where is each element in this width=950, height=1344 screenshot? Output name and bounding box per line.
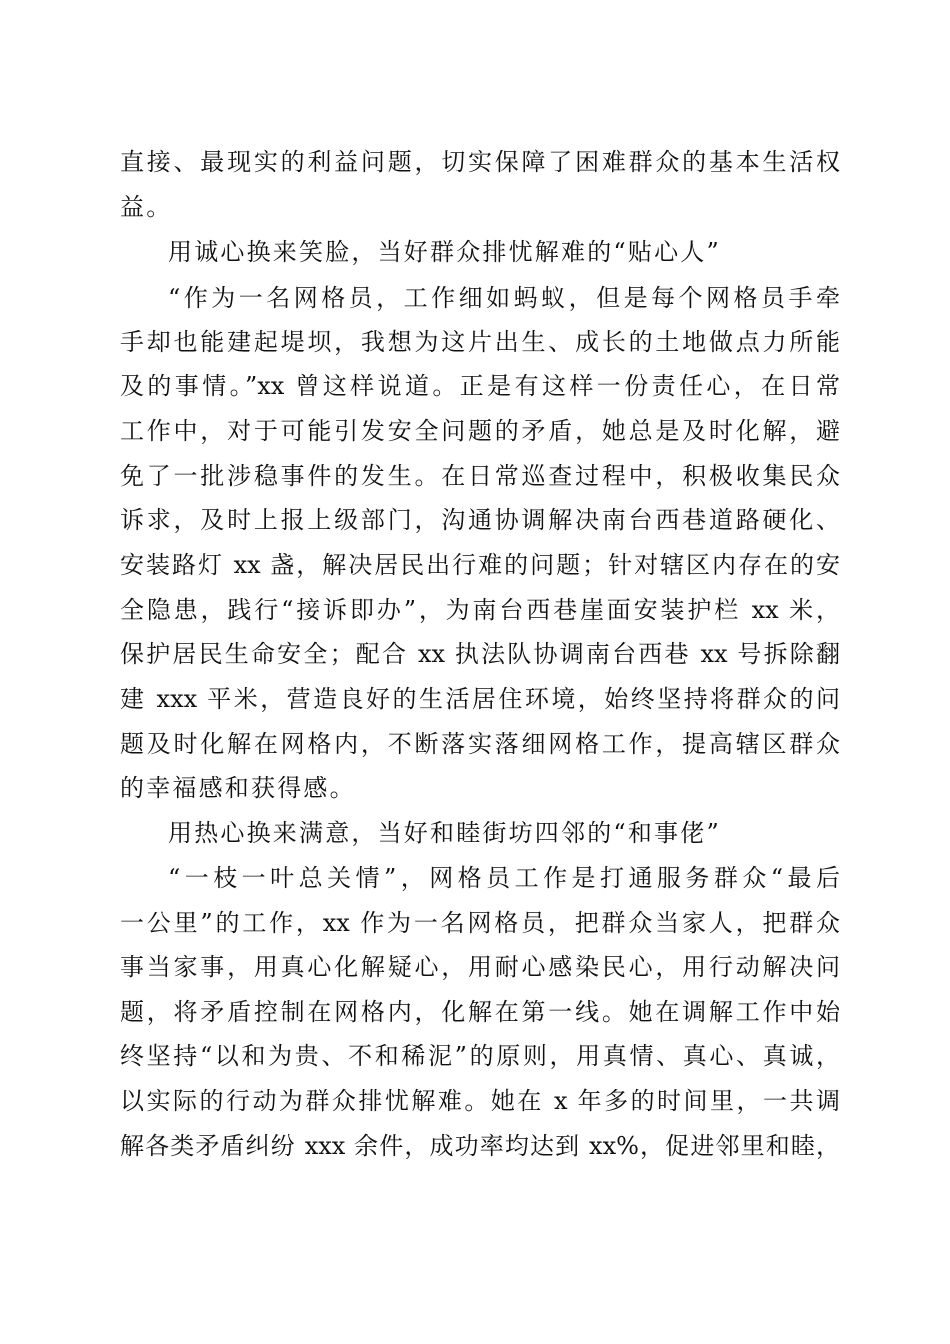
paragraph-line: 全隐患，践行“接诉即办”，为南台西巷崖面安装护栏 xx 米， <box>120 596 840 624</box>
paragraph-line: 题，将矛盾控制在网格内，化解在第一线。她在调解工作中始 <box>120 998 840 1026</box>
paragraph-line: 解各类矛盾纠纷 xxx 余件，成功率均达到 xx%，促进邻里和睦， <box>120 1132 840 1160</box>
paragraph-line: 安装路灯 xx 盏，解决居民出行难的问题；针对辖区内存在的安 <box>120 551 840 579</box>
paragraph-line: 直接、最现实的利益问题，切实保障了困难群众的基本生活权 <box>120 148 840 176</box>
paragraph-line: 益。 <box>120 193 173 221</box>
paragraph-line: 免了一批涉稳事件的发生。在日常巡查过程中，积极收集民众 <box>120 462 840 490</box>
paragraph-line: 诉求，及时上报上级部门，沟通协调解决南台西巷道路硬化、 <box>120 506 840 534</box>
paragraph-line: 题及时化解在网格内，不断落实落细网格工作，提高辖区群众 <box>120 730 840 758</box>
paragraph-line: 一公里”的工作，xx 作为一名网格员，把群众当家人，把群众 <box>120 909 840 937</box>
paragraph-line: 的幸福感和获得感。 <box>120 774 356 802</box>
section-heading: 用热心换来满意，当好和睦街坊四邻的“和事佬” <box>168 819 721 847</box>
section-heading: 用诚心换来笑脸，当好群众排忧解难的“贴心人” <box>168 238 721 266</box>
paragraph-line: 事当家事，用真心化解疑心，用耐心感染民心，用行动解决问 <box>120 953 840 981</box>
paragraph-line: 工作中，对于可能引发安全问题的矛盾，她总是及时化解，避 <box>120 417 840 445</box>
paragraph-line: 手却也能建起堤坝，我想为这片出生、成长的土地做点力所能 <box>120 328 840 356</box>
paragraph-line: 保护居民生命安全；配合 xx 执法队协调南台西巷 xx 号拆除翻 <box>120 640 840 668</box>
paragraph-line: 建 xxx 平米，营造良好的生活居住环境，始终坚持将群众的问 <box>120 685 840 713</box>
paragraph-line: “作为一名网格员，工作细如蚂蚁，但是每个网格员手牵 <box>168 284 840 312</box>
paragraph-line: 及的事情。”xx 曾这样说道。正是有这样一份责任心，在日常 <box>120 372 840 400</box>
paragraph-line: “一枝一叶总关情”，网格员工作是打通服务群众“最后 <box>168 864 840 892</box>
paragraph-line: 终坚持“以和为贵、不和稀泥”的原则，用真情、真心、真诚， <box>120 1042 840 1070</box>
paragraph-line: 以实际的行动为群众排忧解难。她在 x 年多的时间里，一共调 <box>120 1087 840 1115</box>
